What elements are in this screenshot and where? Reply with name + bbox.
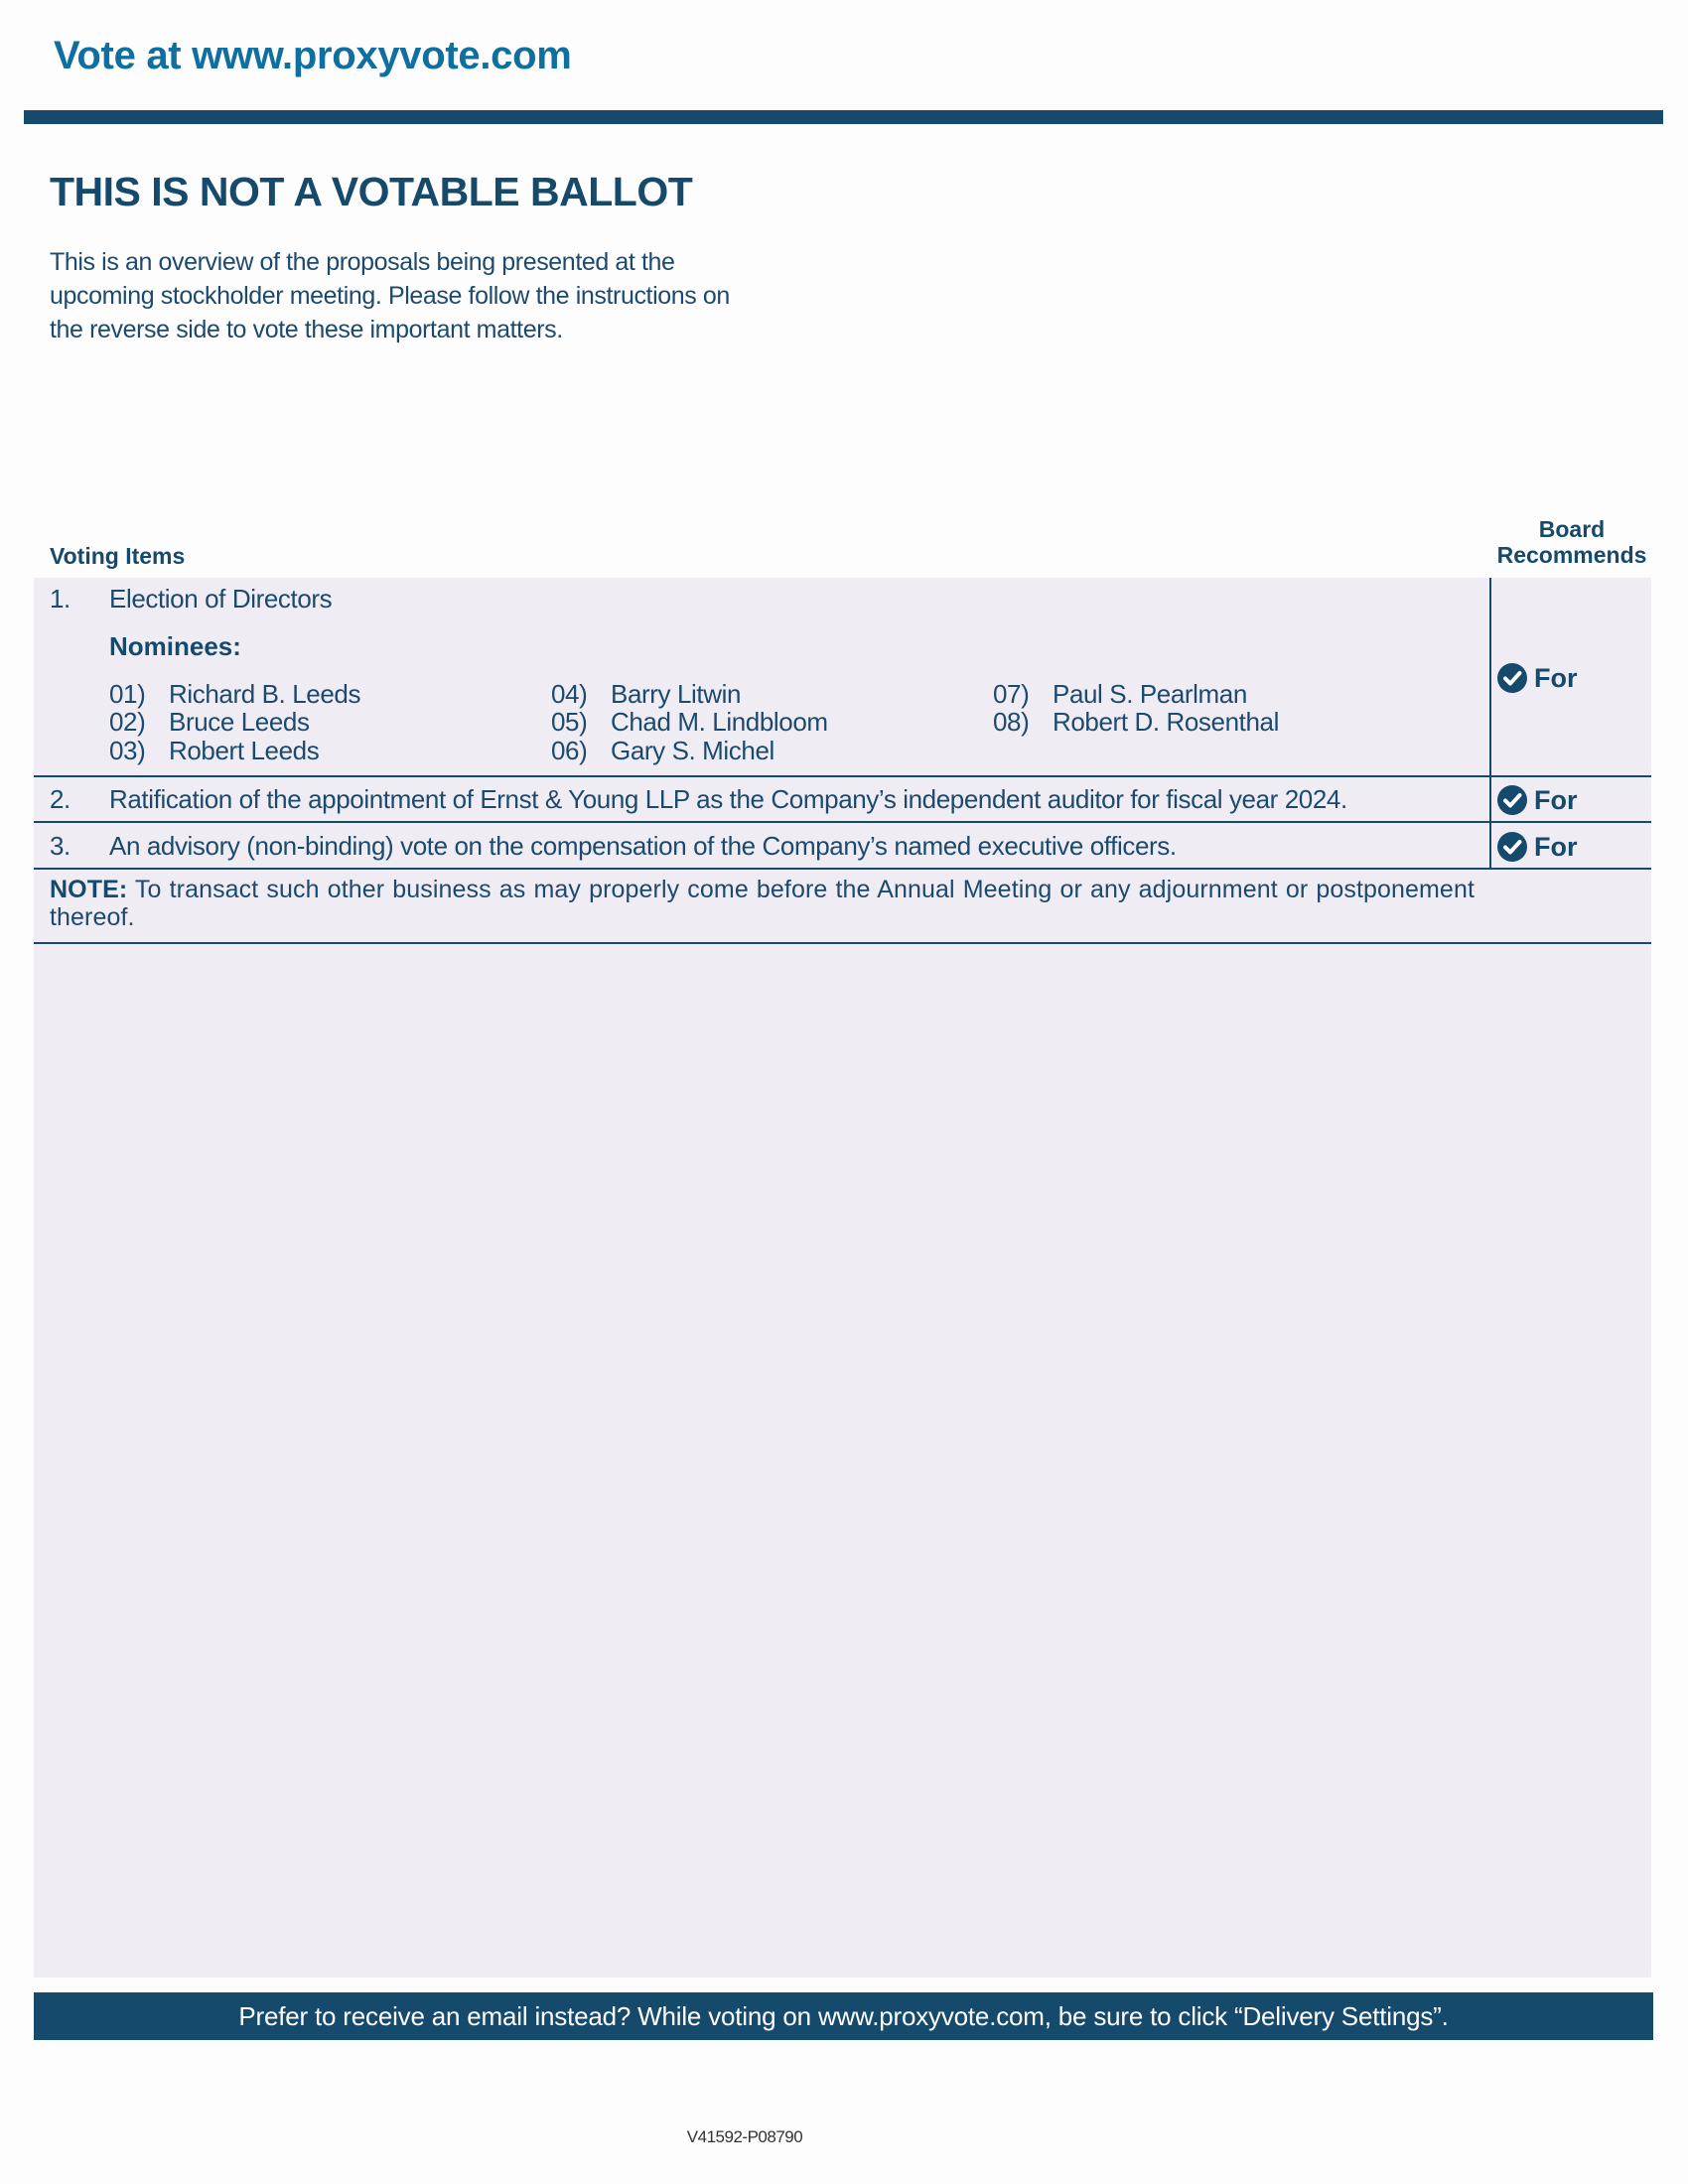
- check-circle-icon: [1496, 831, 1528, 863]
- nominee-number: 05): [551, 707, 588, 737]
- nominee-name: Richard B. Leeds: [169, 679, 361, 709]
- recommendation-column-divider: [1489, 578, 1491, 870]
- nominee-number: 01): [109, 679, 146, 709]
- note-text: To transact such other business as may properly come before the Annual Meeting or any adjournment or postponement thereof.: [50, 876, 1475, 931]
- board-recommendation: [1496, 662, 1578, 694]
- nominee-name: Gary S. Michel: [611, 736, 774, 765]
- header-divider-bar: [24, 110, 1663, 124]
- note-paragraph: [50, 876, 1475, 931]
- intro-line: This is an overview of the proposals being presented at the: [50, 248, 675, 276]
- nominees-label: Nominees:: [109, 631, 241, 661]
- row-divider: [34, 775, 1651, 777]
- nominee-name: Chad M. Lindbloom: [611, 707, 828, 737]
- row-divider: [34, 868, 1651, 870]
- intro-paragraph: [50, 245, 844, 346]
- nominee-number: 06): [551, 736, 588, 765]
- check-circle-icon: [1496, 662, 1528, 694]
- row-divider: [34, 821, 1651, 823]
- row-divider: [34, 942, 1651, 944]
- email-delivery-banner: [34, 1992, 1653, 2040]
- page-title: THIS IS NOT A VOTABLE BALLOT: [50, 169, 693, 214]
- check-circle-icon: [1496, 784, 1528, 816]
- nominee-name: Barry Litwin: [611, 679, 742, 709]
- nominee-number: 02): [109, 707, 146, 737]
- nominee-name: Bruce Leeds: [169, 707, 310, 737]
- item-number: 2.: [50, 784, 70, 814]
- item-text: An advisory (non-binding) vote on the compensation of the Company’s named executive officers.: [109, 831, 1177, 861]
- item-text: Ratification of the appointment of Ernst & Young LLP as the Company’s independent auditor for fiscal year 2024.: [109, 784, 1347, 814]
- intro-line: upcoming stockholder meeting. Please follow the instructions on: [50, 282, 730, 310]
- intro-line: the reverse side to vote these important matters.: [50, 316, 563, 343]
- board-recommends-header: [1489, 516, 1654, 568]
- header-title: Vote at www.proxyvote.com: [54, 34, 572, 77]
- recommendation-label: For: [1534, 831, 1578, 862]
- board-recommendation: [1496, 831, 1578, 863]
- board-recommendation: [1496, 784, 1578, 816]
- note-label: NOTE:: [50, 876, 128, 903]
- email-delivery-banner-text: Prefer to receive an email instead? While voting on www.proxyvote.com, be sure to click “Delivery Settings”.: [238, 2000, 1449, 2031]
- voting-items-header: Voting Items: [50, 543, 186, 569]
- board-recommends-header-line2: Recommends: [1496, 542, 1647, 568]
- nominee-name: Robert D. Rosenthal: [1053, 707, 1279, 737]
- item-number: 3.: [50, 831, 70, 861]
- nominee-number: 03): [109, 736, 146, 765]
- board-recommends-header-line1: Board: [1538, 516, 1606, 542]
- item-number: 1.: [50, 584, 70, 614]
- nominee-number: 07): [993, 679, 1030, 709]
- item-text: Election of Directors: [109, 584, 333, 614]
- recommendation-label: For: [1534, 784, 1578, 815]
- nominee-name: Robert Leeds: [169, 736, 320, 765]
- nominee-number: 04): [551, 679, 588, 709]
- recommendation-label: For: [1534, 662, 1578, 693]
- nominee-name: Paul S. Pearlman: [1053, 679, 1247, 709]
- document-code: V41592-P08790: [686, 2127, 803, 2146]
- nominee-number: 08): [993, 707, 1030, 737]
